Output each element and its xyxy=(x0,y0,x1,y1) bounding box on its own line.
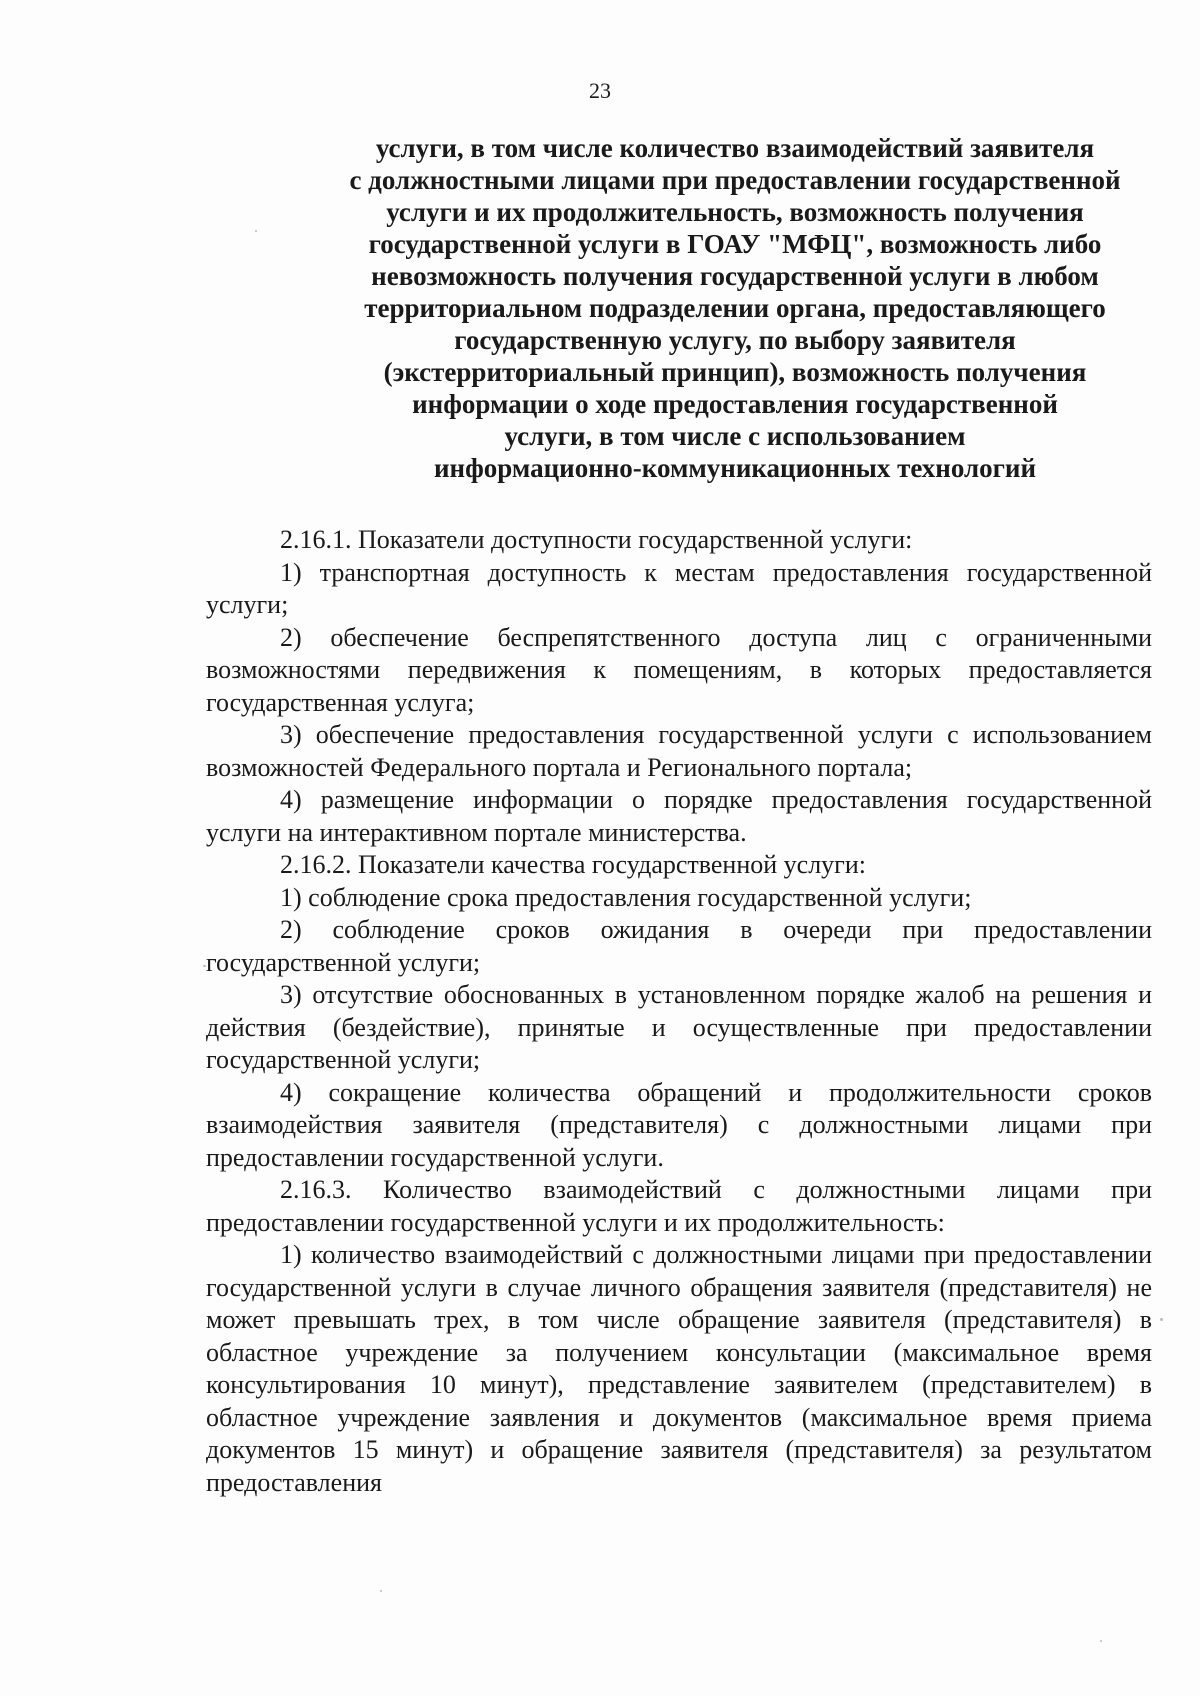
paragraph-2-16-2: 2.16.2. Показатели качества государственной услуги: xyxy=(280,850,866,879)
heading-line: информационно-коммуникационных технологий xyxy=(433,453,1037,483)
heading-line: государственной услуги в ГОАУ "МФЦ", возможность либо xyxy=(368,229,1102,259)
list-item-accessibility-3: 3) обеспечение предоставления государственной услуги с использованием возможностей Федерального портала и Регионального портала; xyxy=(206,720,1152,782)
page-number: 23 xyxy=(589,78,611,103)
heading-line: с должностными лицами при предоставлении государственной xyxy=(349,165,1121,195)
heading-line: услуги и их продолжительность, возможность получения xyxy=(386,197,1084,227)
list-item-accessibility-4: 4) размещение информации о порядке предоставления государственной услуги на интерактивном портале министерства. xyxy=(206,785,1152,847)
heading-line: услуги, в том числе количество взаимодействий заявителя xyxy=(375,133,1095,163)
list-item-accessibility-1: 1) транспортная доступность к местам предоставления государственной услуги; xyxy=(206,557,1152,619)
list-item-interactions-1: 1) количество взаимодействий с должностными лицами при предоставлении государственной услуги в случае личного обращения заявителя (представителя) не может превышать трех, в том числе обращение заявителя (представителя) в областное учреждение за получением консультации (максимальное время консультирования 10 минут), представление заявителем (представителем) в областное учреждение заявления и документов (максимальное время приема документов 15 минут) и обращение заявителя (представителя) за результатом предоставления xyxy=(206,1240,1152,1497)
heading-line: невозможность получения государственной услуги в любом xyxy=(371,261,1099,291)
heading-line: территориальном подразделении органа, предоставляющего xyxy=(364,293,1106,323)
list-item-quality-4: 4) сокращение количества обращений и продолжительности сроков взаимодействия заявителя (представителя) с должностными лицами при предоставлении государственной услуги. xyxy=(206,1077,1152,1172)
paragraph-2-16-3: 2.16.3. Количество взаимодействий с должностными лицами при предоставлении государственной услуги и их продолжительность: xyxy=(206,1175,1152,1237)
heading-line: государственную услугу, по выбору заявителя xyxy=(454,325,1016,355)
paragraph-2-16-1: 2.16.1. Показатели доступности государственной услуги: xyxy=(280,525,913,554)
scan-speck xyxy=(203,965,206,967)
scan-speck xyxy=(380,1590,382,1592)
scan-speck xyxy=(1160,1318,1163,1321)
list-item-accessibility-2: 2) обеспечение беспрепятственного доступа лиц с ограниченными возможностями передвижения к помещениям, в которых предоставляется государственная услуга; xyxy=(206,622,1152,717)
heading-line: (экстерриториальный принцип), возможность получения xyxy=(383,357,1087,387)
heading-line: услуги, в том числе с использованием xyxy=(504,421,966,451)
scan-speck xyxy=(1100,1640,1102,1642)
document-body xyxy=(206,524,1152,1499)
heading-line: информации о ходе предоставления государственной xyxy=(412,389,1058,419)
list-item-quality-1: 1) соблюдение срока предоставления государственной услуги; xyxy=(280,882,972,912)
list-item-quality-2: 2) соблюдение сроков ожидания в очереди при предоставлении государственной услуги; xyxy=(206,915,1152,977)
section-heading xyxy=(300,132,1170,484)
scan-speck xyxy=(255,230,257,232)
list-item-quality-3: 3) отсутствие обоснованных в установленном порядке жалоб на решения и действия (бездействие), принятые и осуществленные при предоставлении государственной услуги; xyxy=(206,980,1152,1074)
